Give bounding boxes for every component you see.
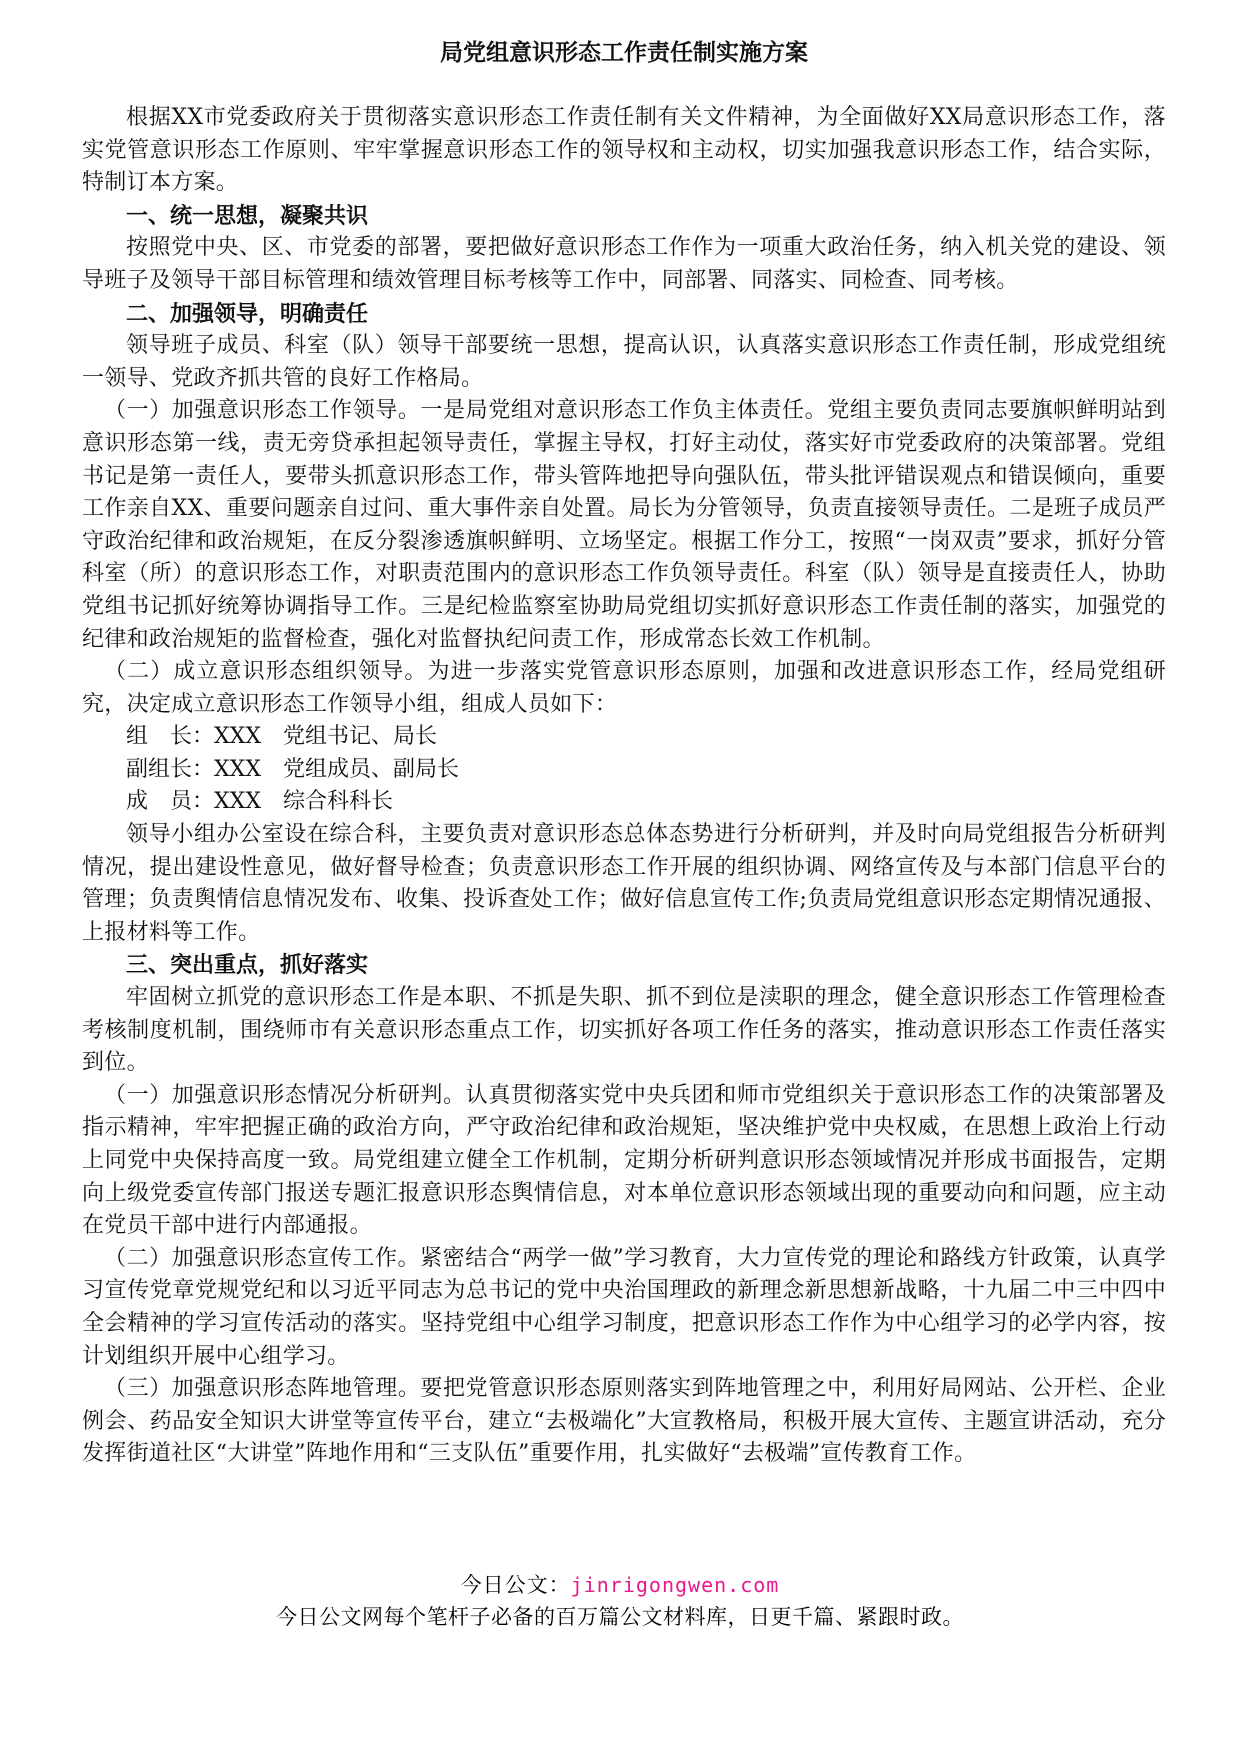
- document-page: [82, 38, 1166, 1471]
- section-3-paragraph-3: （二）加强意识形态宣传工作。紧密结合“两学一做”学习教育，大力宣传党的理论和路线方针政策，认真学习宣传党章党规党纪和以习近平同志为总书记的党中央治国理政的新理念新思想新战略，十九届二中三中四中全会精神的学习宣传活动的落实。坚持党组中心组学习制度，把意识形态工作作为中心组学习的必学内容，按计划组织开展中心组学习。: [82, 1245, 1166, 1369]
- document-title: 局党组意识形态工作责任制实施方案: [440, 39, 808, 66]
- section-2-paragraph-1: 领导班子成员、科室（队）领导干部要统一思想，提高认识，认真落实意识形态工作责任制，形成党组统一领导、党政齐抓共管的良好工作格局。: [82, 333, 1166, 391]
- member-deputy: 副组长：XXX 党组成员、副局长: [126, 756, 459, 782]
- member-leader: 组 长：XXX 党组书记、局长: [126, 724, 437, 750]
- section-1-paragraph-1: 按照党中央、区、市党委的部署，要把做好意识形态工作作为一项重大政治任务，纳入机关党的建设、领导班子及领导干部目标管理和绩效管理目标考核等工作中，同部署、同落实、同检查、同考核。: [82, 235, 1166, 293]
- footer-slogan: 今日公文网每个笔杆子必备的百万篇公文材料库，日更千篇、紧跟时政。: [276, 1605, 964, 1629]
- watermark-footer: [0, 1570, 1240, 1632]
- section-2-heading: 二、加强领导，明确责任: [126, 300, 369, 327]
- footer-url-link[interactable]: jinrigongwen.com: [570, 1573, 780, 1597]
- footer-label: 今日公文：: [460, 1573, 571, 1597]
- section-2-paragraph-3: （二）成立意识形态组织领导。为进一步落实党管意识形态原则，加强和改进意识形态工作，经局党组研究，决定成立意识形态工作领导小组，组成人员如下：: [82, 659, 1166, 717]
- member-staff: 成 员：XXX 综合科科长: [126, 789, 393, 815]
- footer-site-line: [0, 1570, 1240, 1600]
- section-3-paragraph-1: 牢固树立抓党的意识形态工作是本职、不抓是失职、抓不到位是渎职的理念，健全意识形态工作管理检查考核制度机制，围绕师市有关意识形态重点工作，切实抓好各项工作任务的落实，推动意识形态工作责任落实到位。: [82, 985, 1166, 1076]
- section-2-paragraph-2: （一）加强意识形态工作领导。一是局党组对意识形态工作负主体责任。党组主要负责同志要旗帜鲜明站到意识形态第一线，责无旁贷承担起领导责任，掌握主导权，打好主动仗，落实好市党委政府的决策部署。党组书记是第一责任人，要带头抓意识形态工作，带头管阵地把导向强队伍，带头批评错误观点和错误倾向，重要工作亲自XX、重要问题亲自过问、重大事件亲自处置。局长为分管领导，负责直接领导责任。二是班子成员严守政治纪律和政治规矩，在反分裂渗透旗帜鲜明、立场坚定。根据工作分工，按照“一岗双责”要求，抓好分管科室（所）的意识形态工作，对职责范围内的意识形态工作负领导责任。科室（队）领导是直接责任人，协助党组书记抓好统筹协调指导工作。三是纪检监察室协助局党组切实抓好意识形态工作责任制的落实，加强党的纪律和政治规矩的监督检查，强化对监督执纪问责工作，形成常态长效工作机制。: [82, 398, 1166, 652]
- section-3-heading: 三、突出重点，抓好落实: [126, 952, 369, 979]
- intro-paragraph: 根据XX市党委政府关于贯彻落实意识形态工作责任制有关文件精神，为全面做好XX局意识形态工作，落实党管意识形态工作原则、牢牢掌握意识形态工作的领导权和主动权，切实加强我意识形态工作，结合实际，特制订本方案。: [82, 105, 1166, 196]
- section-1-heading: 一、统一思想，凝聚共识: [126, 202, 369, 229]
- section-3-paragraph-4: （三）加强意识形态阵地管理。要把党管意识形态原则落实到阵地管理之中，利用好局网站、公开栏、企业例会、药品安全知识大讲堂等宣传平台，建立“去极端化”大宣教格局，积极开展大宣传、主题宣讲活动，充分发挥街道社区“大讲堂”阵地作用和“三支队伍”重要作用，扎实做好“去极端”宣传教育工作。: [82, 1376, 1166, 1467]
- section-3-paragraph-2: （一）加强意识形态情况分析研判。认真贯彻落实党中央兵团和师市党组织关于意识形态工作的决策部署及指示精神，牢牢把握正确的政治方向，严守政治纪律和政治规矩，坚决维护党中央权威，在思想上政治上行动上同党中央保持高度一致。局党组建立健全工作机制，定期分析研判意识形态领域情况并形成书面报告，定期向上级党委宣传部门报送专题汇报意识形态舆情信息，对本单位意识形态领域出现的重要动向和问题，应主动在党员干部中进行内部通报。: [82, 1082, 1166, 1239]
- section-2-paragraph-4: 领导小组办公室设在综合科，主要负责对意识形态总体态势进行分析研判，并及时向局党组报告分析研判情况，提出建设性意见，做好督导检查；负责意识形态工作开展的组织协调、网络宣传及与本部门信息平台的管理；负责舆情信息情况发布、收集、投诉查处工作；做好信息宣传工作;负责局党组意识形态定期情况通报、上报材料等工作。: [82, 822, 1166, 945]
